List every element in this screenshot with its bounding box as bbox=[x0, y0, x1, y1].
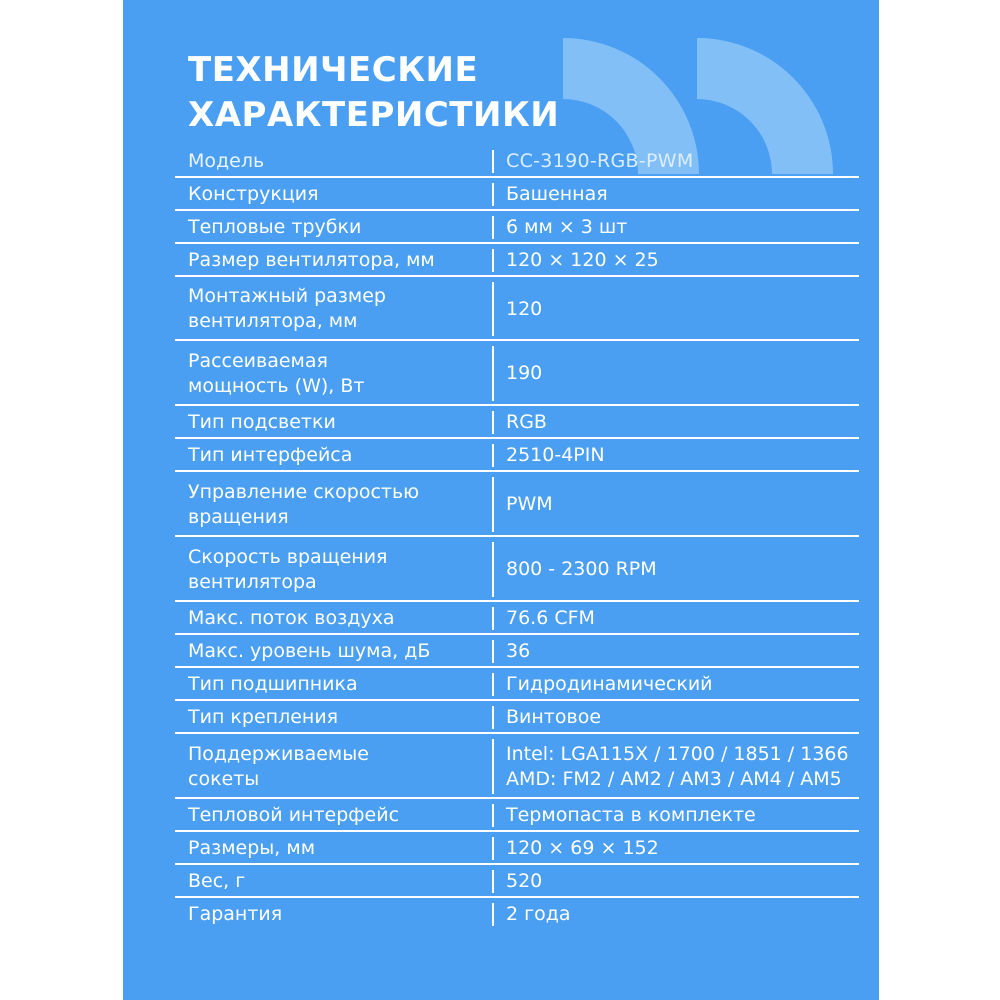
spec-row-mount-size bbox=[175, 277, 859, 341]
spec-label: Тип подшипника bbox=[188, 673, 358, 695]
spec-row-lighting bbox=[175, 406, 859, 439]
spec-row-thermal-interface bbox=[175, 799, 859, 832]
spec-label: Вес, г bbox=[188, 870, 246, 892]
spec-row-weight bbox=[175, 865, 859, 898]
spec-value: 6 мм × 3 шт bbox=[506, 216, 628, 238]
spec-row-noise bbox=[175, 635, 859, 668]
spec-row-bearing bbox=[175, 668, 859, 701]
spec-label: Скорость вращения вентилятора bbox=[188, 545, 388, 593]
spec-value: Винтовое bbox=[506, 706, 602, 728]
spec-label: Размер вентилятора, мм bbox=[188, 249, 435, 271]
spec-label: Управление скоростью вращения bbox=[188, 480, 420, 528]
spec-value: Башенная bbox=[506, 183, 608, 205]
spec-label: Тип крепления bbox=[188, 706, 339, 728]
spec-row-airflow bbox=[175, 602, 859, 635]
spec-label: Монтажный размер вентилятора, мм bbox=[188, 285, 386, 332]
spec-label: Размеры, мм bbox=[188, 837, 316, 859]
spec-label: Макс. уровень шума, дБ bbox=[188, 640, 431, 662]
spec-label: Тип подсветки bbox=[188, 411, 336, 433]
spec-row-interface bbox=[175, 439, 859, 472]
spec-value: 520 bbox=[506, 870, 543, 892]
spec-table bbox=[175, 145, 859, 931]
spec-row-model bbox=[175, 145, 859, 178]
spec-card bbox=[123, 0, 879, 1000]
spec-value: 2510-4PIN bbox=[506, 444, 605, 466]
spec-label: Гарантия bbox=[188, 903, 283, 925]
spec-value: CC-3190-RGB-PWM bbox=[506, 150, 694, 172]
spec-row-sockets bbox=[175, 734, 859, 799]
spec-row-fan-size bbox=[175, 244, 859, 277]
spec-value: PWM bbox=[506, 493, 553, 515]
spec-row-construction bbox=[175, 178, 859, 211]
spec-value: 800 - 2300 RPM bbox=[506, 558, 657, 580]
spec-label: Поддерживаемые сокеты bbox=[188, 742, 369, 790]
spec-label: Макс. поток воздуха bbox=[188, 607, 395, 629]
spec-row-speed-control bbox=[175, 472, 859, 537]
spec-value: 190 bbox=[506, 362, 543, 384]
spec-row-fan-speed bbox=[175, 537, 859, 602]
spec-row-heatpipes bbox=[175, 211, 859, 244]
spec-label: Тепловой интерфейс bbox=[188, 804, 400, 826]
spec-row-dimensions bbox=[175, 832, 859, 865]
spec-row-warranty bbox=[175, 898, 859, 931]
spec-label: Тип интерфейса bbox=[188, 444, 353, 466]
spec-label: Конструкция bbox=[188, 183, 319, 205]
spec-value: 120 bbox=[506, 297, 543, 320]
spec-row-mounting bbox=[175, 701, 859, 734]
spec-value: 2 года bbox=[506, 903, 571, 925]
spec-value: Intel: LGA115X / 1700 / 1851 / 1366 AMD: FM2 / AM2 / AM3 / AM4 / AM5 bbox=[506, 742, 849, 790]
spec-label: Рассеиваемая мощность (W), Вт bbox=[188, 349, 365, 397]
spec-value: 76.6 CFM bbox=[506, 607, 595, 629]
spec-value: RGB bbox=[506, 411, 547, 433]
spec-row-tdp bbox=[175, 341, 859, 406]
spec-value: 36 bbox=[506, 640, 531, 662]
spec-value: 120 × 120 × 25 bbox=[506, 249, 659, 271]
page-title: ТЕХНИЧЕСКИЕ ХАРАКТЕРИСТИКИ bbox=[188, 50, 560, 135]
spec-value: 120 × 69 × 152 bbox=[506, 837, 659, 859]
spec-label: Модель bbox=[188, 150, 265, 172]
spec-value: Гидродинамический bbox=[506, 673, 713, 695]
spec-value: Термопаста в комплекте bbox=[506, 804, 756, 826]
spec-label: Тепловые трубки bbox=[188, 216, 362, 238]
